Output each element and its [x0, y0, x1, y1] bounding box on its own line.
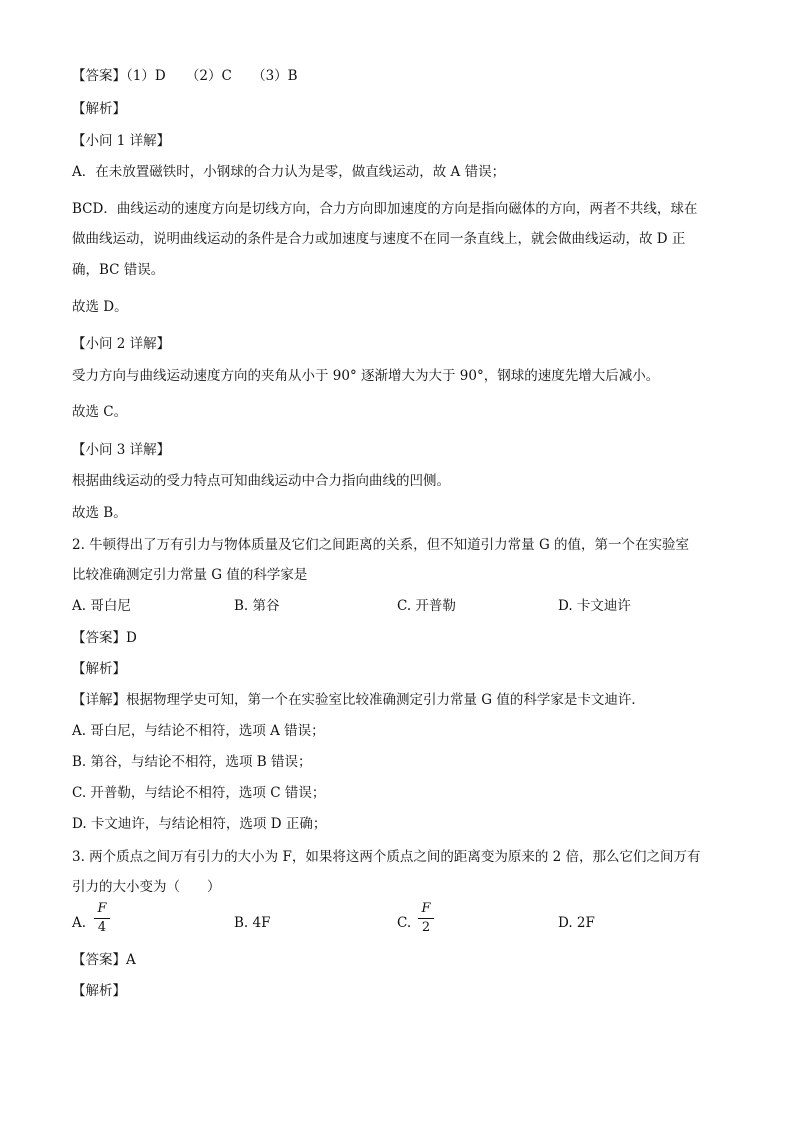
subquestion-1-conclusion: 故选 D。 — [72, 299, 128, 315]
question-2-option-b: B. 第谷 — [234, 598, 280, 614]
question-2-stem: 2. 牛顿得出了万有引力与物体质量及它们之间距离的关系，但不知道引力常量 G 的值，第一个在实验室 — [72, 537, 690, 553]
question-3-stem: 3. 两个质点之间万有引力的大小为 F，如果将这两个质点之间的距离变为原来的 2 倍，那么它们之间万有 — [72, 849, 701, 865]
fraction-numerator: F — [421, 901, 431, 916]
subquestion-1-line: 确，BC 错误。 — [72, 262, 165, 278]
question-2-stem: 比较准确测定引力常量 G 值的科学家是 — [72, 567, 308, 583]
question-2-analysis-line: A. 哥白尼，与结论不相符，选项 A 错误； — [72, 723, 325, 739]
subquestion-2-line: 受力方向与曲线运动速度方向的夹角从小于 90° 逐渐增大为大于 90°，钢球的速度先增大后减小。 — [72, 368, 660, 384]
subquestion-2-header: 【小问 2 详解】 — [72, 336, 171, 352]
fraction-bar — [94, 918, 110, 919]
question-2-analysis-line: B. 第谷，与结论不相符，选项 B 错误； — [72, 754, 312, 770]
subquestion-1-line: A．在未放置磁铁时，小钢球的合力认为是零，做直线运动，故 A 错误； — [72, 164, 506, 180]
subquestion-3-header: 【小问 3 详解】 — [72, 442, 171, 458]
question-3-option-b: B. 4F — [234, 915, 271, 931]
top-analysis-heading: 【解析】 — [72, 101, 126, 117]
question-2-analysis-heading: 【解析】 — [72, 661, 126, 677]
fraction-denominator: 2 — [421, 920, 431, 935]
subquestion-1-header: 【小问 1 详解】 — [72, 133, 171, 149]
fraction-bar — [418, 918, 434, 919]
fraction-denominator: 4 — [97, 920, 107, 935]
question-2-option-a: A. 哥白尼 — [72, 598, 131, 614]
question-3-stem: 引力的大小变为（ ） — [72, 879, 221, 895]
question-3-option-a-label: A. — [72, 915, 87, 931]
subquestion-1-line: BCD．曲线运动的速度方向是切线方向，合力方向即加速度的方向是指向磁体的方向，两者不共线，球在 — [72, 201, 698, 217]
subquestion-2-conclusion: 故选 C。 — [72, 404, 128, 420]
question-3-option-c-fraction — [418, 901, 434, 936]
subquestion-3-conclusion: 故选 B。 — [72, 505, 127, 521]
question-2-option-d: D. 卡文迪许 — [558, 598, 631, 614]
question-3-option-a-fraction — [94, 901, 110, 936]
question-2-analysis-line: C. 开普勒，与结论不相符，选项 C 错误； — [72, 785, 326, 801]
top-answer: 【答案】（1）D （2）C （3）B — [72, 68, 298, 84]
question-2-answer: 【答案】D — [72, 630, 137, 646]
subquestion-1-line: 做曲线运动，说明曲线运动的条件是合力或加速度与速度不在同一条直线上，就会做曲线运动，故 D 正 — [72, 231, 686, 247]
subquestion-3-line: 根据曲线运动的受力特点可知曲线运动中合力指向曲线的凹侧。 — [72, 473, 450, 489]
question-2-analysis-line: D. 卡文迪许，与结论相符，选项 D 正确； — [72, 816, 327, 832]
question-2-detail: 【详解】根据物理学史可知，第一个在实验室比较准确测定引力常量 G 值的科学家是卡文迪许． — [72, 692, 645, 708]
question-3-analysis-heading: 【解析】 — [72, 983, 126, 999]
question-3-option-d: D. 2F — [558, 915, 595, 931]
question-2-option-c: C. 开普勒 — [397, 598, 456, 614]
fraction-numerator: F — [97, 901, 107, 916]
question-3-option-c-label: C. — [397, 915, 412, 931]
question-3-answer: 【答案】A — [72, 952, 136, 968]
